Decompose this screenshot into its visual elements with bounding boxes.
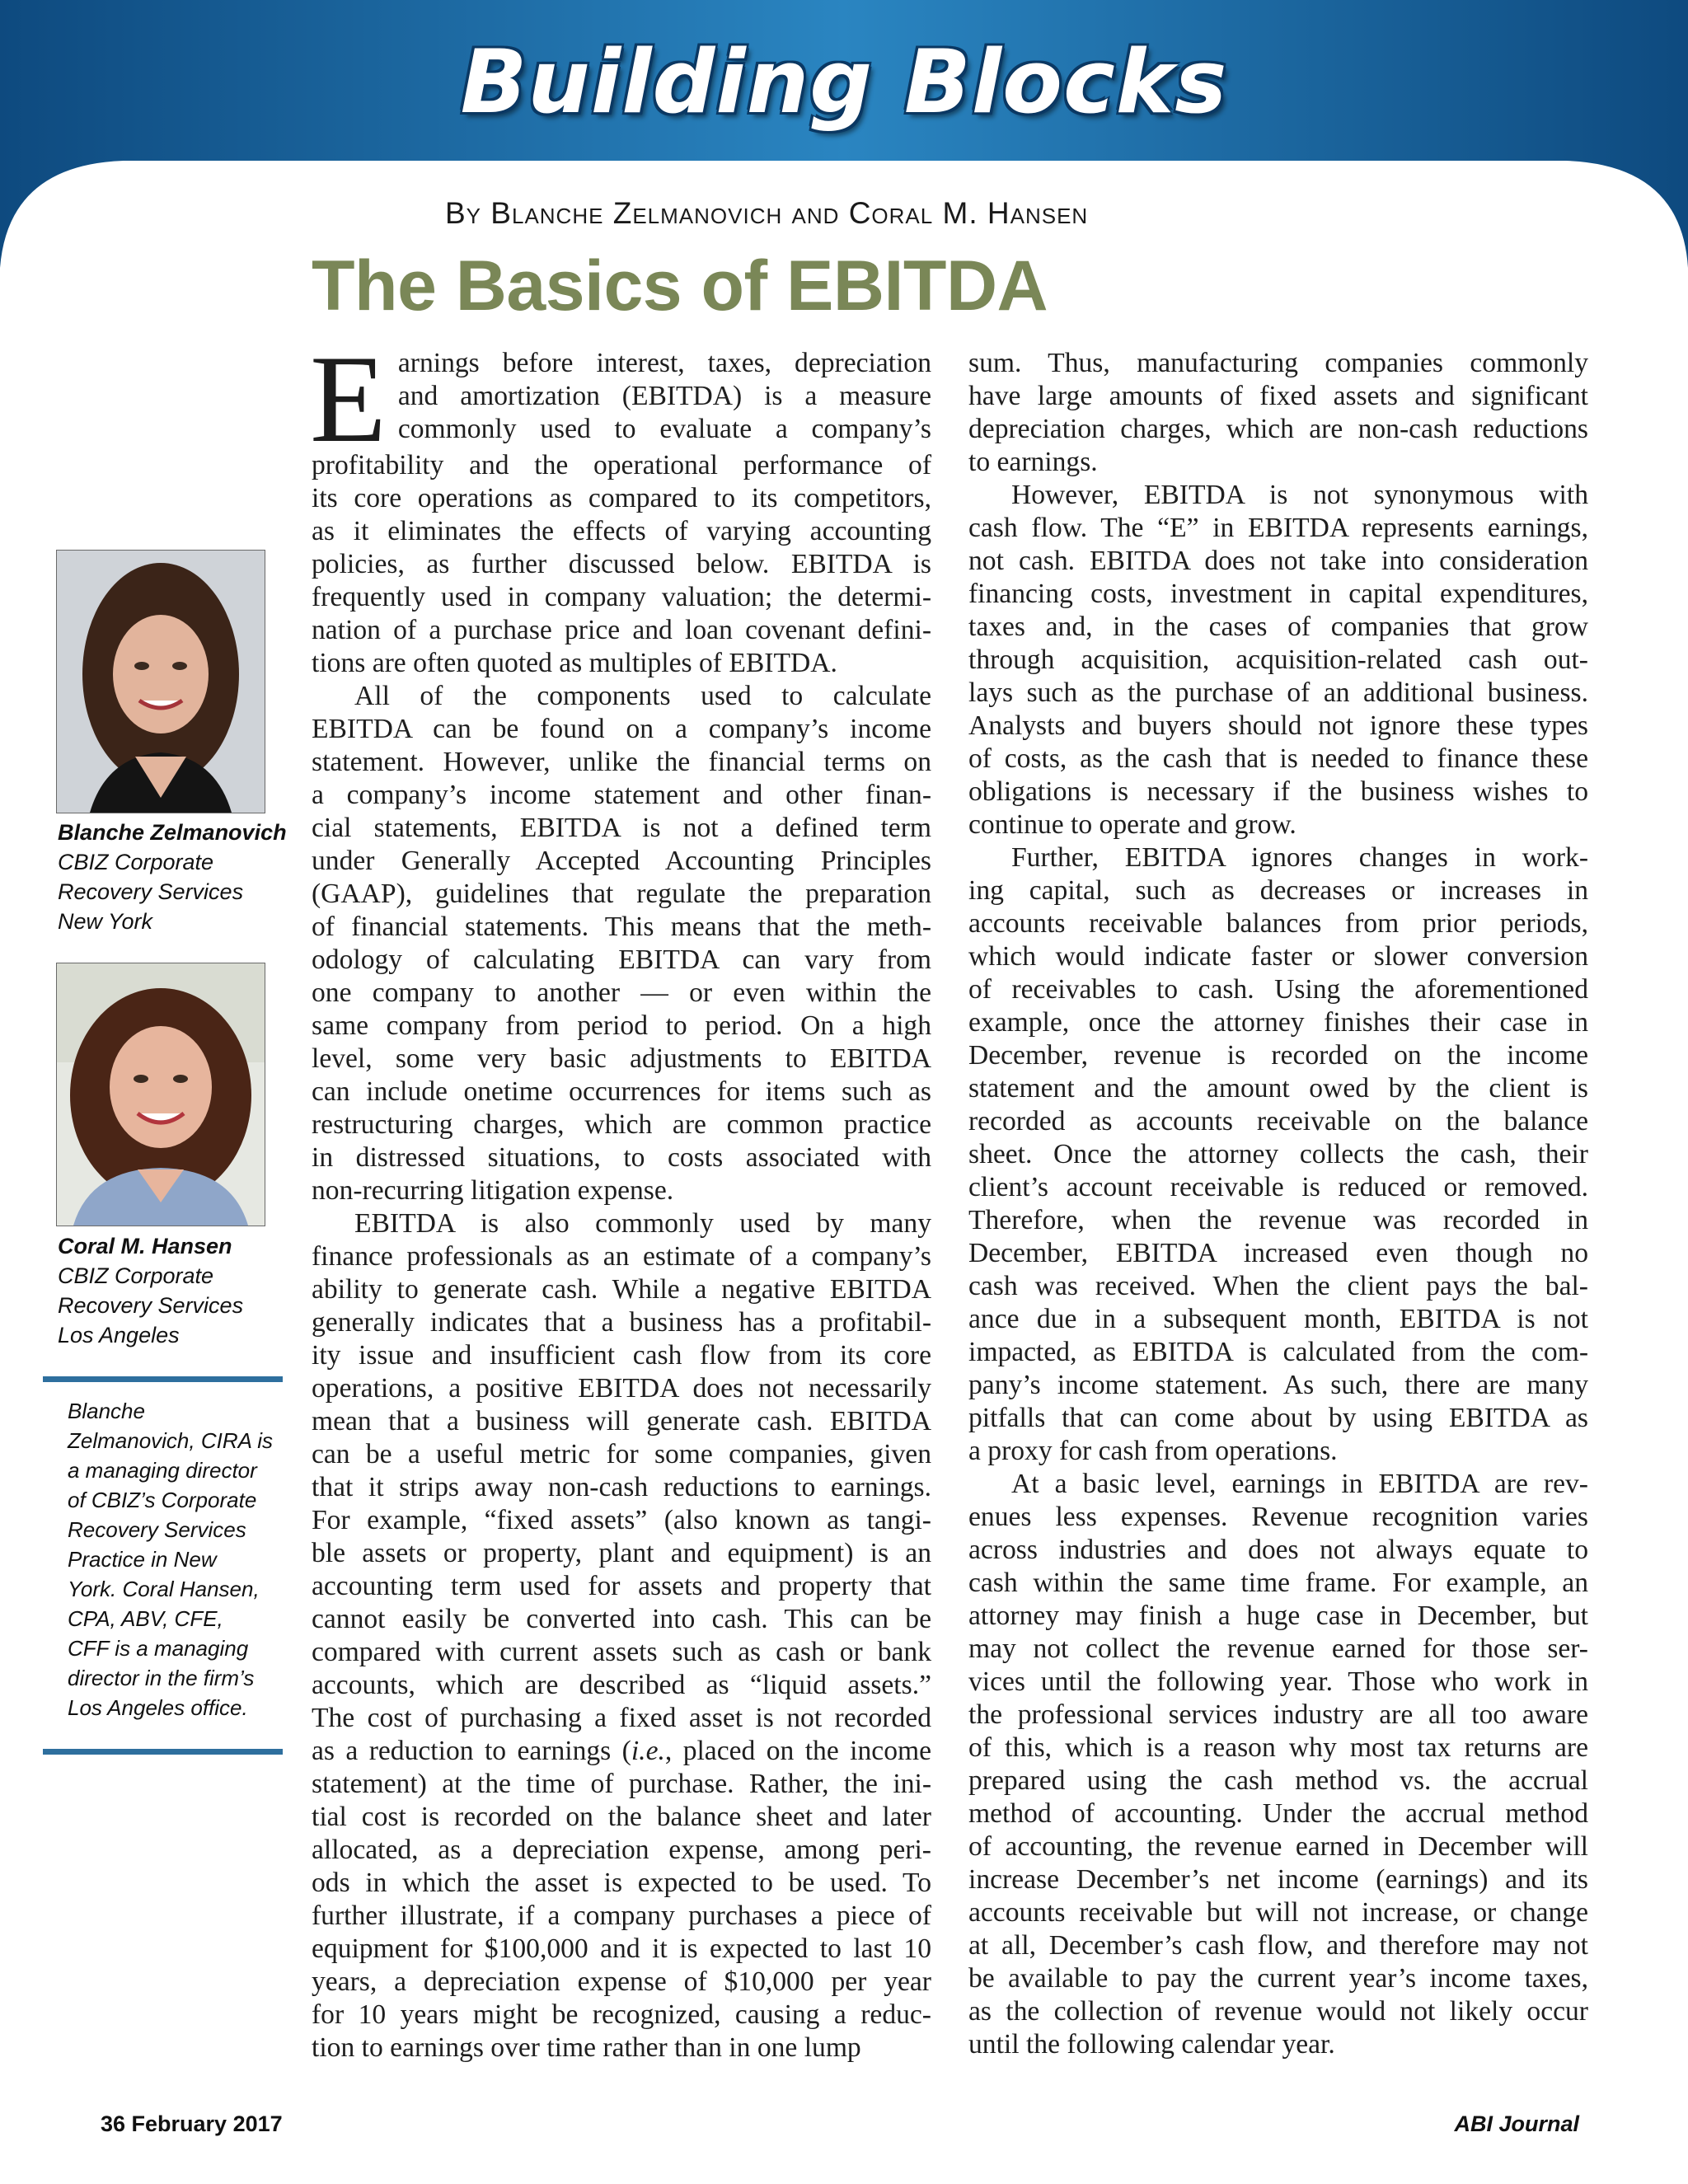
author-affiliation: Recovery Services (58, 1293, 244, 1318)
right-column-lines (968, 347, 1588, 2061)
text-line: commonly used to evaluate a company’s (397, 414, 931, 444)
dropcap: E (310, 330, 387, 468)
byline: By Blanche Zelmanovich and Coral M. Hansen (445, 196, 1089, 230)
text-line: to earnings. (968, 447, 1098, 477)
text-line: non-recurring litigation expense. (312, 1175, 674, 1206)
author-name: Blanche Zelmanovich (58, 820, 287, 845)
text-line: client’s account receivable is reduced or removed. (968, 1172, 1588, 1202)
text-line: ity issue and insufficient cash flow from its core (312, 1340, 931, 1371)
text-line: in distressed situations, to costs associated with (312, 1142, 931, 1173)
text-line: as a reduction to earnings (i.e., placed on the income (312, 1736, 932, 1766)
text-line: a proxy for cash from operations. (968, 1436, 1338, 1466)
text-line: vices until the following year. Those who work in (968, 1666, 1588, 1697)
text-line: accounts receivable balances from prior periods, (968, 908, 1588, 939)
text-line: cash within the same time frame. For example, an (968, 1568, 1588, 1598)
text-line: example, once the attorney finishes their case in (968, 1007, 1588, 1038)
text-line: and amortization (EBITDA) is a measure (397, 381, 931, 411)
text-line: frequently used in company valuation; the determi- (312, 582, 931, 612)
bio-top-rule (43, 1376, 283, 1382)
text-line: profitability and the operational performance of (312, 450, 931, 480)
text-line: at all, December’s cash flow, and therefore may not (968, 1930, 1588, 1961)
text-line: enues less expenses. Revenue recognition varies (968, 1502, 1588, 1532)
text-line: depreciation charges, which are non-cash reductions (968, 414, 1588, 444)
text-line: a company’s income statement and other finan- (312, 780, 931, 810)
text-line: accounts receivable but will not increase, or change (968, 1897, 1588, 1928)
text-line: nation of a purchase price and loan covenant defini- (312, 615, 931, 645)
text-line: obligations is necessary if the business wishes to (968, 776, 1588, 807)
text-line: prepared using the cash method vs. the accrual (968, 1765, 1588, 1796)
text-line: cannot easily be converted into cash. This can be (312, 1604, 931, 1634)
text-line: of this, which is a reason why most tax returns are (968, 1732, 1588, 1763)
text-line: pany’s income statement. As such, there are many (968, 1370, 1588, 1400)
text-line: odology of calculating EBITDA can vary from (312, 944, 931, 975)
text-line: EBITDA can be found on a company’s income (312, 714, 931, 744)
text-line: through acquisition, acquisition-related cash out- (968, 644, 1588, 675)
text-line: same company from period to period. On a high (312, 1010, 931, 1041)
text-line: statement) at the time of purchase. Rather, the ini- (312, 1769, 931, 1799)
section-title: Building Blocks (460, 31, 1228, 133)
text-line: arnings before interest, taxes, depreciation (397, 348, 931, 378)
text-line: All of the components used to calculate (354, 681, 931, 711)
text-line: may not collect the revenue earned for those ser- (968, 1633, 1588, 1664)
text-line: mean that a business will generate cash. EBITDA (312, 1406, 931, 1436)
author-bio (68, 1396, 290, 1722)
author-city: Los Angeles (58, 1323, 180, 1347)
author-affiliation: CBIZ Corporate (58, 850, 214, 874)
text-line: ability to generate cash. While a negative EBITDA (312, 1274, 931, 1305)
text-line: can include onetime occurrences for items such as (312, 1076, 931, 1107)
text-line: sum. Thus, manufacturing companies commonly (968, 348, 1588, 378)
bio-line: York. Coral Hansen, (68, 1577, 260, 1601)
text-line: one company to another — or even within the (312, 977, 931, 1008)
header-band (0, 0, 1688, 280)
text-line: operations, a positive EBITDA does not necessarily (312, 1373, 931, 1404)
text-line: ance due in a subsequent month, EBITDA is not (968, 1304, 1588, 1334)
text-line: as the collection of revenue would not likely occur (968, 1996, 1588, 2027)
text-line: cash was received. When the client pays the bal- (968, 1271, 1588, 1301)
text-line: Further, EBITDA ignores changes in work- (1011, 842, 1588, 873)
text-line: years, a depreciation expense of $10,000 per year (312, 1966, 931, 1997)
bio-line: CFF is a managing (68, 1636, 249, 1661)
bio-line: CPA, ABV, CFE, (68, 1606, 223, 1631)
article-column-left (310, 330, 932, 2064)
text-line: that it strips away non-cash reductions to earnings. (312, 1472, 931, 1502)
text-line: method of accounting. Under the accrual method (968, 1798, 1588, 1829)
text-line: For example, “fixed assets” (also known as tangi- (312, 1505, 931, 1535)
text-line: (GAAP), guidelines that regulate the preparation (312, 879, 931, 909)
author-affiliation: CBIZ Corporate (58, 1263, 214, 1288)
text-line: December, revenue is recorded on the income (968, 1040, 1588, 1071)
text-line: equipment for $100,000 and it is expected to last 10 (312, 1933, 931, 1964)
article-column-right (968, 347, 1588, 2061)
text-line: of receivables to cash. Using the aforementioned (968, 974, 1588, 1005)
text-line: increase December’s net income (earnings) and its (968, 1864, 1588, 1895)
text-line: cash flow. The “E” in EBITDA represents earnings, (968, 513, 1588, 543)
text-line: tion to earnings over time rather than in one lump (312, 2032, 861, 2063)
text-line: statement and the amount owed by the client is (968, 1073, 1588, 1104)
bio-line: a managing director (68, 1458, 257, 1483)
text-line: across industries and does not always equate to (968, 1535, 1588, 1565)
left-column-lines (312, 449, 931, 2064)
text-line: until the following calendar year. (968, 2029, 1335, 2060)
text-line: finance professionals as an estimate of a company’s (312, 1241, 931, 1272)
text-line: allocated, as a depreciation expense, among peri- (312, 1835, 931, 1865)
bio-line: Recovery Services (68, 1517, 246, 1542)
text-line: under Generally Accepted Accounting Principles (312, 846, 931, 876)
text-line: EBITDA is also commonly used by many (354, 1208, 931, 1239)
text-line: ods in which the asset is expected to be used. To (312, 1868, 931, 1898)
author-info-zelmanovich (58, 818, 297, 936)
text-line: its core operations as compared to its competitors, (312, 483, 931, 513)
bio-line: Blanche (68, 1399, 145, 1423)
text-line: The cost of purchasing a fixed asset is not recorded (312, 1703, 931, 1733)
text-line: accounting term used for assets and property that (312, 1571, 931, 1601)
text-line: recorded as accounts receivable on the balance (968, 1106, 1588, 1137)
author-city: New York (58, 909, 153, 934)
text-line: lays such as the purchase of an additional business. (968, 677, 1588, 708)
author-info-hansen (58, 1231, 297, 1350)
text-line: compared with current assets such as cash or bank (312, 1637, 931, 1667)
page-number-date: 36 February 2017 (101, 2111, 283, 2136)
text-line: of accounting, the revenue earned in December will (968, 1831, 1588, 1862)
text-line: further illustrate, if a company purchases a piece of (312, 1900, 931, 1931)
text-line: At a basic level, earnings in EBITDA are rev- (1011, 1469, 1588, 1499)
text-line: accounts, which are described as “liquid assets.” (312, 1670, 931, 1700)
text-line: can be a useful metric for some companies, given (312, 1439, 931, 1469)
text-line: taxes and, in the cases of companies that grow (968, 612, 1588, 642)
text-line: be available to pay the current year’s income taxes, (968, 1963, 1588, 1994)
text-line: for 10 years might be recognized, causing a reduc- (312, 1999, 931, 2030)
text-line: have large amounts of fixed assets and significant (968, 381, 1588, 411)
text-line: tial cost is recorded on the balance sheet and later (312, 1802, 931, 1832)
text-line: impacted, as EBITDA is calculated from the com- (968, 1337, 1588, 1367)
text-line: policies, as further discussed below. EBITDA is (312, 549, 931, 579)
text-line: ble assets or property, plant and equipment) is an (312, 1538, 931, 1568)
text-line: Analysts and buyers should not ignore these types (968, 710, 1588, 741)
text-line: attorney may finish a huge case in December, but (968, 1601, 1588, 1631)
text-line: December, EBITDA increased even though no (968, 1238, 1588, 1268)
author-name: Coral M. Hansen (58, 1234, 232, 1258)
text-line: financing costs, investment in capital expenditures, (968, 579, 1588, 609)
journal-name: ABI Journal (1454, 2111, 1579, 2136)
bio-line: director in the firm’s (68, 1666, 255, 1690)
text-line: of costs, as the cash that is needed to finance these (968, 743, 1588, 774)
text-line: Therefore, when the revenue was recorded in (968, 1205, 1588, 1235)
text-line: statement. However, unlike the financial terms on (312, 747, 931, 777)
text-line: generally indicates that a business has a profitabil- (312, 1307, 931, 1338)
text-line: cial statements, EBITDA is not a defined term (312, 813, 931, 843)
bio-line: Los Angeles office. (68, 1695, 248, 1720)
text-line: restructuring charges, which are common practice (312, 1109, 931, 1140)
text-line: level, some very basic adjustments to EBITDA (312, 1043, 931, 1074)
text-line: which would indicate faster or slower conversion (968, 941, 1588, 972)
bio-bottom-rule (43, 1749, 283, 1755)
text-line: of financial statements. This means that the meth- (312, 912, 931, 942)
text-line: pitfalls that can come about by using EBITDA as (968, 1403, 1588, 1433)
bio-line: Practice in New (68, 1547, 217, 1572)
text-line: However, EBITDA is not synonymous with (1011, 480, 1588, 510)
author-photo-hansen (56, 963, 265, 1226)
text-line: continue to operate and grow. (968, 809, 1296, 840)
bio-line: Zelmanovich, CIRA is (68, 1428, 273, 1453)
text-line: the professional services industry are all too aware (968, 1699, 1588, 1730)
author-affiliation: Recovery Services (58, 879, 244, 904)
text-line: as it eliminates the effects of varying accounting (312, 516, 931, 546)
text-line: sheet. Once the attorney collects the cash, their (968, 1139, 1588, 1169)
text-line: not cash. EBITDA does not take into consideration (968, 546, 1588, 576)
author-photo-zelmanovich (56, 550, 265, 813)
bio-line: of CBIZ’s Corporate (68, 1488, 257, 1512)
text-line: ing capital, such as decreases or increases in (968, 875, 1588, 906)
headline: The Basics of EBITDA (312, 246, 1048, 326)
text-line: tions are often quoted as multiples of EBITDA. (312, 648, 837, 678)
